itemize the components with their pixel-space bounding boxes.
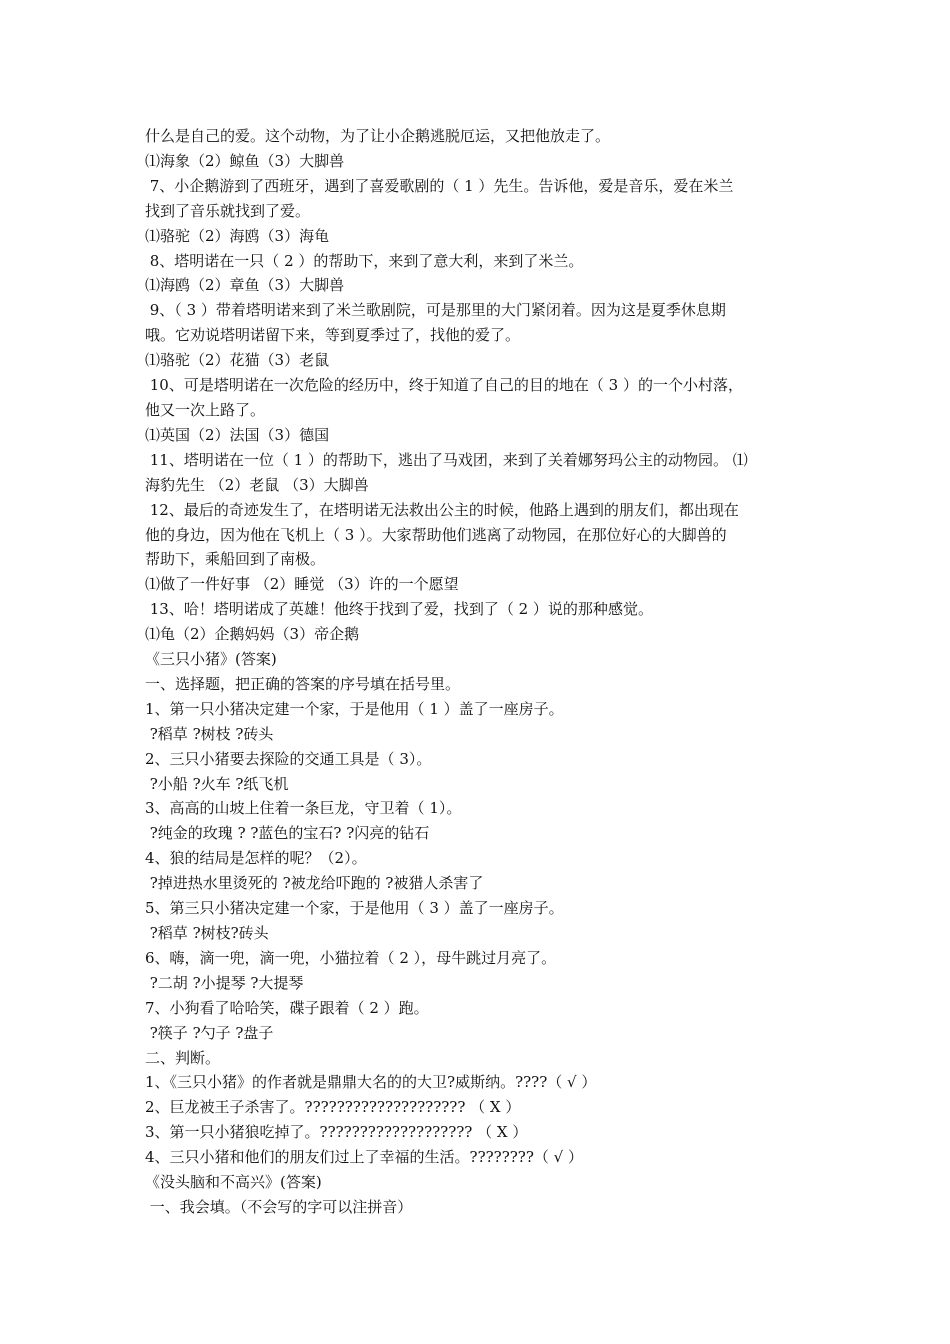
section-heading: 二、判断。 [145, 1048, 221, 1067]
options-line: ⑴骆驼（2）海鸥（3）海龟 [145, 226, 330, 245]
options-line: 海豹先生 （2）老鼠 （3）大脚兽 [145, 475, 369, 494]
question-line: 1、第一只小猪决定建一个家，于是他用（ 1 ）盖了一座房子。 [145, 699, 564, 718]
options-line: ⑴海象（2）鲸鱼（3）大脚兽 [145, 151, 345, 170]
options-line: ⑴龟（2）企鹅妈妈（3）帝企鹅 [145, 625, 360, 644]
options-line: ?稻草 ?树枝 ?砖头 [145, 724, 274, 743]
question-line: 12、最后的奇迹发生了，在塔明诺无法救出公主的时候，他路上遇到的朋友们，都出现在 [145, 500, 739, 519]
question-line: 3、高高的山坡上住着一条巨龙，守卫着（ 1）。 [145, 799, 462, 818]
options-line: ?纯金的玫瑰 ? ?蓝色的宝石? ?闪亮的钻石 [145, 824, 430, 843]
question-line: 6、嗨，滴一兜，滴一兜，小猫拉着（ 2 ），母牛跳过月亮了。 [145, 948, 557, 967]
text-line: 哦。它劝说塔明诺留下来，等到夏季过了，找他的爱了。 [145, 326, 521, 345]
section-heading: 一、我会填。（不会写的字可以注拼音） [145, 1197, 413, 1216]
question-line: 11、塔明诺在一位（ 1 ）的帮助下，逃出了马戏团，来到了关着娜努玛公主的动物园。 ⑴ [145, 450, 748, 469]
options-line: ⑴海鸥（2）章鱼（3）大脚兽 [145, 276, 345, 295]
question-line: 7、小企鹅游到了西班牙，遇到了喜爱歌剧的（ 1 ）先生。告诉他，爱是音乐，爱在米兰 [145, 176, 734, 195]
options-line: ?稻草 ?树枝?砖头 [145, 924, 269, 942]
question-line: 7、小狗看了哈哈笑，碟子跟着（ 2 ）跑。 [145, 998, 429, 1017]
judgement-line: 3、第一只小猪狼吃掉了。??????????????????? （ X ） [145, 1123, 528, 1142]
options-line: ?二胡 ?小提琴 ?大提琴 [145, 973, 304, 992]
text-line: 帮助下，乘船回到了南极。 [145, 550, 326, 569]
text-line: 什么是自己的爱。这个动物，为了让小企鹅逃脱厄运，又把他放走了。 [145, 127, 611, 145]
options-line: ?掉进热水里烫死的 ?被龙给吓跑的 ?被猎人杀害了 [145, 874, 484, 893]
question-line: 13、哈！塔明诺成了英雄！他终于找到了爱，找到了（ 2 ）说的那种感觉。 [145, 600, 653, 619]
section-title: 《三只小猪》(答案) [145, 650, 277, 669]
question-line: 4、狼的结局是怎样的呢？（2）。 [145, 849, 367, 868]
judgement-line: 2、巨龙被王子杀害了。???????????????????? （ X ） [145, 1098, 521, 1117]
text-line: 他的身边，因为他在飞机上（ 3 ）。大家帮助他们逃离了动物园，在那位好心的大脚兽的 [145, 525, 727, 544]
question-line: 9、（ 3 ）带着塔明诺来到了米兰歌剧院，可是那里的大门紧闭着。因为这是夏季休息期 [145, 301, 726, 320]
judgement-line: 4、三只小猪和他们的朋友们过上了幸福的生活。????????（ √ ） [145, 1148, 583, 1167]
judgement-line: 1、《三只小猪》的作者就是鼎鼎大名的的大卫?威斯纳。????（ √ ） [145, 1073, 597, 1092]
question-line: 8、塔明诺在一只（ 2 ）的帮助下，来到了意大利，来到了米兰。 [145, 251, 584, 270]
options-line: ⑴英国（2）法国（3）德国 [145, 425, 330, 444]
section-heading: 一、选择题，把正确的答案的序号填在括号里。 [145, 674, 461, 693]
section-title: 《没头脑和不高兴》(答案) [145, 1173, 322, 1192]
question-line: 2、三只小猪要去探险的交通工具是（ 3）。 [145, 749, 432, 768]
text-line: 他又一次上路了。 [145, 400, 266, 419]
document-page [145, 124, 815, 1220]
options-line: ⑴骆驼（2）花猫（3）老鼠 [145, 351, 330, 370]
text-line: 找到了音乐就找到了爱。 [145, 201, 311, 220]
options-line: ⑴做了一件好事 （2）睡觉 （3）许的一个愿望 [145, 575, 459, 594]
question-line: 5、第三只小猪决定建一个家，于是他用（ 3 ）盖了一座房子。 [145, 899, 564, 918]
options-line: ?筷子 ?勺子 ?盘子 [145, 1023, 274, 1042]
question-line: 10、可是塔明诺在一次危险的经历中，终于知道了自己的目的地在（ 3 ）的一个小村落， [145, 376, 743, 395]
options-line: ?小船 ?火车 ?纸飞机 [145, 774, 289, 793]
